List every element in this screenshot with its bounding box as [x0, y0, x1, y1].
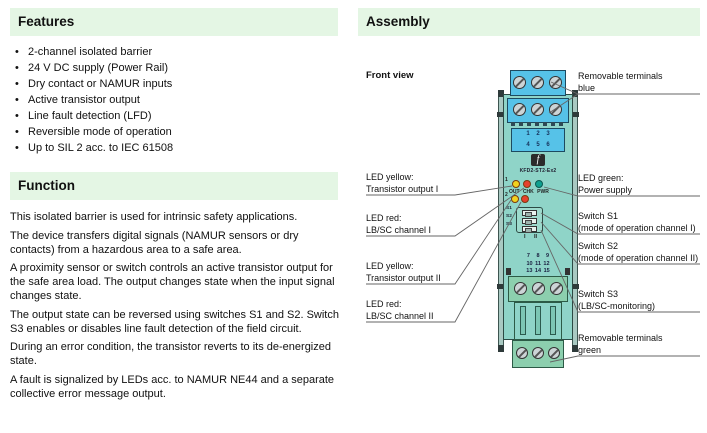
led-caption: OUT CHK PWR [509, 189, 549, 195]
callout-led-green: LED green: Power supply [578, 173, 633, 195]
callout-led-yellow-2: LED yellow: Transistor output II [366, 261, 441, 283]
callout-led-yellow-1: LED yellow: Transistor output I [366, 172, 439, 194]
switch-label-s1: S1 [506, 206, 512, 211]
callout-switch-s3: Switch S3 (LB/SC-monitoring) [578, 289, 656, 311]
switch-label-s3: S3 [506, 222, 512, 227]
callout-switch-s2: Switch S2 (mode of operation channel II) [578, 241, 699, 263]
callout-led-red-2: LED red: LB/SC channel II [366, 299, 434, 321]
led-number-2: 2 [505, 192, 508, 198]
assembly-title: Assembly [366, 14, 430, 29]
callout-terminals-blue: Removable terminals blue [578, 71, 663, 93]
callout-led-red-1: LED red: LB/SC channel I [366, 213, 432, 235]
leader-lines [358, 50, 707, 433]
callout-switch-s1: Switch S1 (mode of operation channel I) [578, 211, 696, 233]
led-number-1: 1 [505, 177, 508, 183]
list-item: • Dry contact or NAMUR inputs [10, 76, 340, 92]
list-item: • Line fault detection (LFD) [10, 108, 340, 124]
assembly-header [358, 8, 700, 36]
channel-marker-2: II [534, 234, 538, 240]
list-item: • Active transistor output [10, 92, 340, 108]
list-item: • Reversible mode of operation [10, 124, 340, 140]
paragraph: During an error condition, the transistor reverts to its de-energized state. [10, 341, 331, 367]
paragraph: A fault is signalized by LEDs acc. to NAMUR NE44 and a separate collective error message output. [10, 373, 335, 400]
paragraph: The output state can be reversed using switches S1 and S2. Switch S3 enables or disables line fault detection of the field circuit. [10, 308, 339, 335]
terminal-number-plate-bottom: 7 8 9 10 11 12 13 14 15 [526, 253, 550, 274]
features-header [10, 8, 338, 36]
features-list [10, 44, 340, 156]
list-item: • 2-channel isolated barrier [10, 44, 340, 60]
channel-marker-1: I [524, 234, 526, 240]
terminal-number-plate-top: 1 2 3 4 5 6 [511, 128, 565, 152]
paragraph: The device transfers digital signals (NAMUR sensors or dry contacts) from a hazardous area to a safe area. [10, 229, 299, 256]
assembly-figure [358, 50, 707, 433]
paragraph: This isolated barrier is used for intrinsic safety applications. [10, 211, 298, 223]
function-title: Function [18, 178, 75, 193]
paragraph: A proximity sensor or switch controls an active transistor output for the safe area load. The output changes state when the input signal changes state. [10, 262, 335, 302]
function-header [10, 172, 338, 200]
list-item: • 24 V DC supply (Power Rail) [10, 60, 340, 76]
brand-logo: f [531, 154, 545, 166]
device-model-label: KFD2-ST2-Ex2 [519, 168, 557, 174]
features-title: Features [18, 14, 75, 29]
callout-terminals-green: Removable terminals green [578, 333, 663, 355]
list-item: • Up to SIL 2 acc. to IEC 61508 [10, 140, 340, 156]
front-view-label: Front view [366, 70, 414, 81]
function-text [10, 210, 344, 405]
switch-label-s2: S2 [506, 214, 512, 219]
